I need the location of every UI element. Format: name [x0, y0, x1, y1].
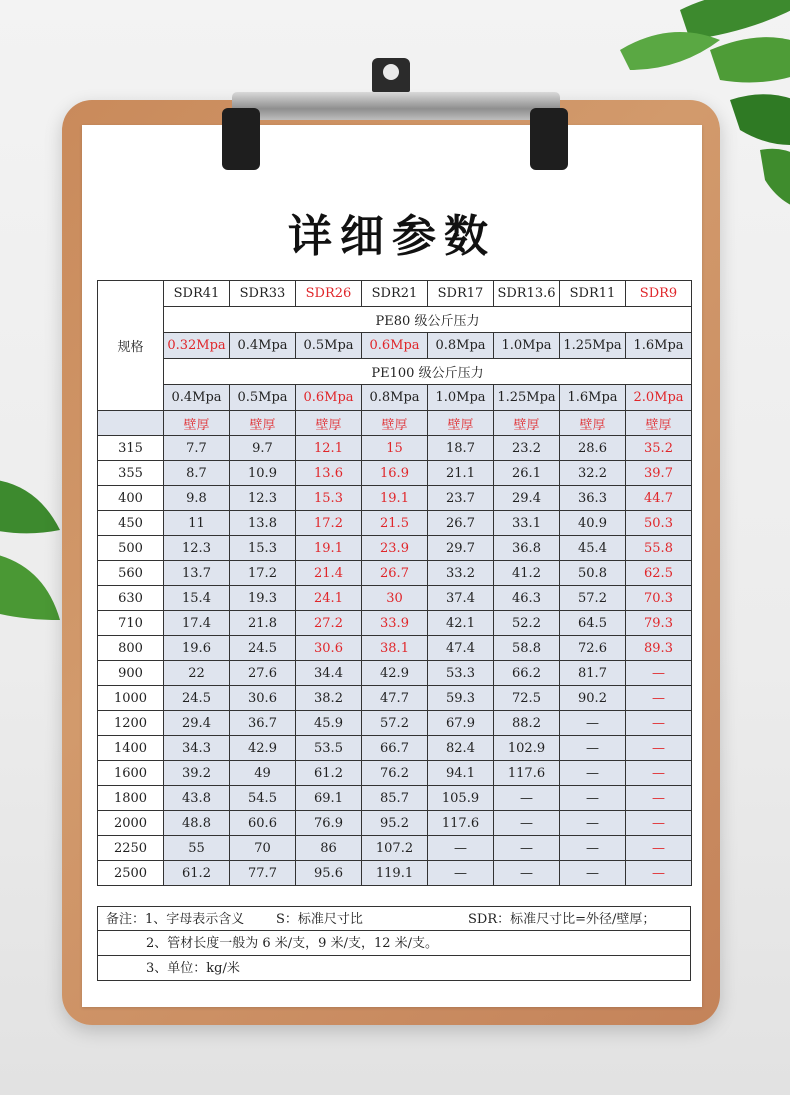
table-row — [98, 461, 692, 486]
spec-cell: 1600 — [98, 761, 164, 786]
pe100-pressure: 0.6Mpa — [296, 385, 362, 411]
value-cell: — — [626, 711, 692, 736]
value-cell: 76.9 — [296, 811, 362, 836]
value-cell: 53.3 — [428, 661, 494, 686]
value-cell: 7.7 — [164, 436, 230, 461]
value-cell: 33.1 — [494, 511, 560, 536]
value-cell: 11 — [164, 511, 230, 536]
spec-cell: 710 — [98, 611, 164, 636]
value-cell: 37.4 — [428, 586, 494, 611]
clip-bar — [232, 92, 560, 120]
table-row — [98, 486, 692, 511]
value-cell: 38.1 — [362, 636, 428, 661]
table-row — [98, 536, 692, 561]
value-cell: 28.6 — [560, 436, 626, 461]
value-cell: 58.8 — [494, 636, 560, 661]
value-cell: 66.2 — [494, 661, 560, 686]
value-cell: 77.7 — [230, 861, 296, 886]
value-cell: 29.4 — [164, 711, 230, 736]
wall-label: 壁厚 — [296, 411, 362, 436]
pe80-pressure: 1.6Mpa — [626, 333, 692, 359]
value-cell: 89.3 — [626, 636, 692, 661]
value-cell: — — [626, 736, 692, 761]
clip-arm-left — [222, 108, 260, 170]
sdr-header: SDR11 — [560, 281, 626, 307]
value-cell: 16.9 — [362, 461, 428, 486]
value-cell: 66.7 — [362, 736, 428, 761]
value-cell: 8.7 — [164, 461, 230, 486]
value-cell: 62.5 — [626, 561, 692, 586]
spec-cell: 1200 — [98, 711, 164, 736]
wall-label-blank — [98, 411, 164, 436]
note-3-text: 3、单位：kg/米 — [146, 961, 240, 976]
pe80-pressure: 0.8Mpa — [428, 333, 494, 359]
value-cell: 61.2 — [296, 761, 362, 786]
value-cell: 21.1 — [428, 461, 494, 486]
value-cell: 117.6 — [494, 761, 560, 786]
value-cell: 13.7 — [164, 561, 230, 586]
spec-cell: 1000 — [98, 686, 164, 711]
value-cell: 30.6 — [230, 686, 296, 711]
value-cell: 27.6 — [230, 661, 296, 686]
table-row — [98, 561, 692, 586]
value-cell: 119.1 — [362, 861, 428, 886]
pe80-pressure: 0.4Mpa — [230, 333, 296, 359]
sdr-header: SDR41 — [164, 281, 230, 307]
note-1-s: S：标准尺寸比 — [276, 912, 363, 927]
value-cell: — — [626, 836, 692, 861]
value-cell: 34.3 — [164, 736, 230, 761]
table-row — [98, 736, 692, 761]
pe100-pressure: 1.25Mpa — [494, 385, 560, 411]
value-cell: 79.3 — [626, 611, 692, 636]
value-cell: 9.7 — [230, 436, 296, 461]
value-cell: 47.7 — [362, 686, 428, 711]
value-cell: — — [560, 836, 626, 861]
value-cell: 23.2 — [494, 436, 560, 461]
spec-cell: 315 — [98, 436, 164, 461]
table-row — [98, 611, 692, 636]
value-cell: 102.9 — [494, 736, 560, 761]
pe100-pressure: 0.5Mpa — [230, 385, 296, 411]
value-cell: 36.7 — [230, 711, 296, 736]
pe80-pressure: 0.32Mpa — [164, 333, 230, 359]
value-cell: 88.2 — [494, 711, 560, 736]
value-cell: 64.5 — [560, 611, 626, 636]
table-row — [98, 836, 692, 861]
value-cell: 72.6 — [560, 636, 626, 661]
value-cell: 21.5 — [362, 511, 428, 536]
pe80-label: PE80 级公斤压力 — [164, 307, 692, 333]
value-cell: — — [428, 861, 494, 886]
value-cell: — — [626, 786, 692, 811]
spec-table — [97, 280, 692, 886]
value-cell: — — [428, 836, 494, 861]
value-cell: 117.6 — [428, 811, 494, 836]
sdr-header: SDR9 — [626, 281, 692, 307]
wall-label: 壁厚 — [428, 411, 494, 436]
value-cell: 12.1 — [296, 436, 362, 461]
value-cell: 18.7 — [428, 436, 494, 461]
pe100-pressure: 0.8Mpa — [362, 385, 428, 411]
value-cell: 69.1 — [296, 786, 362, 811]
value-cell: 39.7 — [626, 461, 692, 486]
value-cell: 61.2 — [164, 861, 230, 886]
value-cell: 38.2 — [296, 686, 362, 711]
value-cell: 42.9 — [362, 661, 428, 686]
sdr-header: SDR33 — [230, 281, 296, 307]
pe100-pressure: 2.0Mpa — [626, 385, 692, 411]
value-cell: 24.5 — [230, 636, 296, 661]
value-cell: 15.3 — [230, 536, 296, 561]
value-cell: — — [560, 786, 626, 811]
value-cell: 26.7 — [362, 561, 428, 586]
spec-cell: 450 — [98, 511, 164, 536]
value-cell: 85.7 — [362, 786, 428, 811]
spec-cell: 630 — [98, 586, 164, 611]
value-cell: 19.1 — [362, 486, 428, 511]
wall-label: 壁厚 — [230, 411, 296, 436]
note-1-label: 备注：1、字母表示含义 — [106, 912, 245, 927]
value-cell: 40.9 — [560, 511, 626, 536]
value-cell: 41.2 — [494, 561, 560, 586]
value-cell: 72.5 — [494, 686, 560, 711]
clip-ring — [372, 58, 410, 92]
value-cell: 27.2 — [296, 611, 362, 636]
value-cell: 42.9 — [230, 736, 296, 761]
value-cell: 57.2 — [362, 711, 428, 736]
table-row — [98, 586, 692, 611]
value-cell: 22 — [164, 661, 230, 686]
value-cell: 24.1 — [296, 586, 362, 611]
wall-label: 壁厚 — [560, 411, 626, 436]
notes-section — [97, 906, 691, 981]
table-row — [98, 761, 692, 786]
value-cell: 15.4 — [164, 586, 230, 611]
pe100-label-row — [98, 359, 692, 385]
spec-cell: 560 — [98, 561, 164, 586]
pe100-label: PE100 级公斤压力 — [164, 359, 692, 385]
note-row-2 — [97, 931, 691, 956]
value-cell: 34.4 — [296, 661, 362, 686]
value-cell: — — [626, 686, 692, 711]
value-cell: — — [626, 861, 692, 886]
spec-table-wrapper — [97, 280, 691, 886]
value-cell: 55 — [164, 836, 230, 861]
value-cell: 13.8 — [230, 511, 296, 536]
value-cell: — — [560, 861, 626, 886]
value-cell: 19.6 — [164, 636, 230, 661]
note-2-text: 2、管材长度一般为 6 米/支，9 米/支，12 米/支。 — [146, 936, 439, 951]
pe80-pressure: 1.25Mpa — [560, 333, 626, 359]
value-cell: 44.7 — [626, 486, 692, 511]
value-cell: 82.4 — [428, 736, 494, 761]
spec-cell: 2000 — [98, 811, 164, 836]
value-cell: — — [626, 811, 692, 836]
pe100-pressure-row — [98, 385, 692, 411]
value-cell: 39.2 — [164, 761, 230, 786]
spec-label: 规格 — [98, 281, 164, 411]
spec-cell: 900 — [98, 661, 164, 686]
spec-cell: 1800 — [98, 786, 164, 811]
note-row-1 — [97, 906, 691, 931]
value-cell: 50.3 — [626, 511, 692, 536]
value-cell: 94.1 — [428, 761, 494, 786]
value-cell: 17.2 — [230, 561, 296, 586]
value-cell: 29.4 — [494, 486, 560, 511]
value-cell: 30 — [362, 586, 428, 611]
value-cell: 54.5 — [230, 786, 296, 811]
value-cell: 42.1 — [428, 611, 494, 636]
value-cell: 23.9 — [362, 536, 428, 561]
wall-label: 壁厚 — [626, 411, 692, 436]
value-cell: 70.3 — [626, 586, 692, 611]
value-cell: 47.4 — [428, 636, 494, 661]
wall-label: 壁厚 — [362, 411, 428, 436]
value-cell: 26.1 — [494, 461, 560, 486]
value-cell: 15 — [362, 436, 428, 461]
spec-cell: 800 — [98, 636, 164, 661]
sdr-header: SDR17 — [428, 281, 494, 307]
value-cell: 46.3 — [494, 586, 560, 611]
spec-cell: 500 — [98, 536, 164, 561]
value-cell: — — [560, 811, 626, 836]
wall-label: 壁厚 — [164, 411, 230, 436]
value-cell: 49 — [230, 761, 296, 786]
spec-cell: 2250 — [98, 836, 164, 861]
spec-cell: 2500 — [98, 861, 164, 886]
value-cell: 48.8 — [164, 811, 230, 836]
value-cell: 17.2 — [296, 511, 362, 536]
value-cell: 50.8 — [560, 561, 626, 586]
table-row — [98, 511, 692, 536]
spec-cell: 400 — [98, 486, 164, 511]
value-cell: 43.8 — [164, 786, 230, 811]
value-cell: 45.9 — [296, 711, 362, 736]
table-row — [98, 436, 692, 461]
value-cell: 33.2 — [428, 561, 494, 586]
table-row — [98, 811, 692, 836]
table-row — [98, 661, 692, 686]
table-row — [98, 861, 692, 886]
value-cell: — — [560, 761, 626, 786]
value-cell: — — [560, 711, 626, 736]
value-cell: 36.8 — [494, 536, 560, 561]
value-cell: — — [494, 861, 560, 886]
value-cell: 21.8 — [230, 611, 296, 636]
sdr-header-row — [98, 281, 692, 307]
spec-cell: 355 — [98, 461, 164, 486]
value-cell: 30.6 — [296, 636, 362, 661]
sdr-header: SDR21 — [362, 281, 428, 307]
value-cell: 32.2 — [560, 461, 626, 486]
value-cell: 86 — [296, 836, 362, 861]
spec-table-body — [98, 281, 692, 886]
value-cell: 17.4 — [164, 611, 230, 636]
table-row — [98, 636, 692, 661]
value-cell: 76.2 — [362, 761, 428, 786]
value-cell: — — [626, 661, 692, 686]
value-cell: 55.8 — [626, 536, 692, 561]
value-cell: 15.3 — [296, 486, 362, 511]
value-cell: 81.7 — [560, 661, 626, 686]
value-cell: 95.6 — [296, 861, 362, 886]
value-cell: 35.2 — [626, 436, 692, 461]
value-cell: 36.3 — [560, 486, 626, 511]
table-row — [98, 686, 692, 711]
value-cell: 23.7 — [428, 486, 494, 511]
value-cell: 90.2 — [560, 686, 626, 711]
value-cell: 33.9 — [362, 611, 428, 636]
value-cell: — — [626, 761, 692, 786]
sdr-header: SDR26 — [296, 281, 362, 307]
value-cell: 13.6 — [296, 461, 362, 486]
value-cell: 59.3 — [428, 686, 494, 711]
value-cell: 12.3 — [164, 536, 230, 561]
value-cell: 105.9 — [428, 786, 494, 811]
value-cell: 29.7 — [428, 536, 494, 561]
value-cell: 52.2 — [494, 611, 560, 636]
pe80-pressure: 1.0Mpa — [494, 333, 560, 359]
value-cell: 60.6 — [230, 811, 296, 836]
value-cell: 19.1 — [296, 536, 362, 561]
pe80-pressure: 0.6Mpa — [362, 333, 428, 359]
value-cell: 67.9 — [428, 711, 494, 736]
table-row — [98, 711, 692, 736]
value-cell: 107.2 — [362, 836, 428, 861]
table-row — [98, 786, 692, 811]
value-cell: — — [494, 811, 560, 836]
value-cell: 53.5 — [296, 736, 362, 761]
spec-cell: 1400 — [98, 736, 164, 761]
value-cell: — — [494, 836, 560, 861]
note-row-3 — [97, 956, 691, 981]
pe80-label-row — [98, 307, 692, 333]
value-cell: 95.2 — [362, 811, 428, 836]
value-cell: 19.3 — [230, 586, 296, 611]
value-cell: 24.5 — [164, 686, 230, 711]
pe80-pressure-row — [98, 333, 692, 359]
value-cell: 9.8 — [164, 486, 230, 511]
value-cell: 10.9 — [230, 461, 296, 486]
value-cell: 45.4 — [560, 536, 626, 561]
clip-arm-right — [530, 108, 568, 170]
pe100-pressure: 1.0Mpa — [428, 385, 494, 411]
value-cell: — — [560, 736, 626, 761]
value-cell: 21.4 — [296, 561, 362, 586]
pe100-pressure: 0.4Mpa — [164, 385, 230, 411]
page-title: 详细参数 — [288, 211, 496, 262]
value-cell: 70 — [230, 836, 296, 861]
value-cell: 26.7 — [428, 511, 494, 536]
value-cell: 57.2 — [560, 586, 626, 611]
pe100-pressure: 1.6Mpa — [560, 385, 626, 411]
value-cell: 12.3 — [230, 486, 296, 511]
sdr-header: SDR13.6 — [494, 281, 560, 307]
note-1-sdr: SDR：标准尺寸比=外径/壁厚； — [468, 912, 656, 927]
pe80-pressure: 0.5Mpa — [296, 333, 362, 359]
wall-thickness-row — [98, 411, 692, 436]
value-cell: — — [494, 786, 560, 811]
wall-label: 壁厚 — [494, 411, 560, 436]
